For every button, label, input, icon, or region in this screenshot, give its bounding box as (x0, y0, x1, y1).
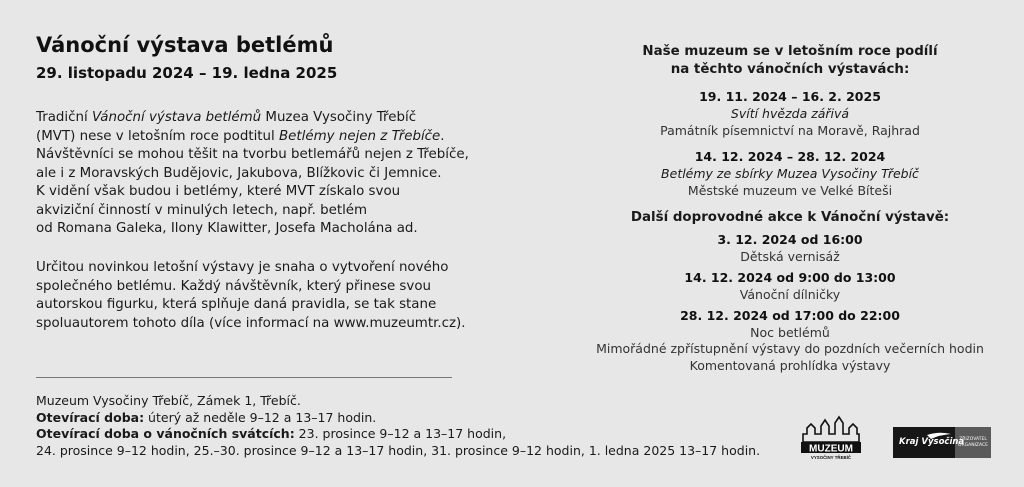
exhibitions-panel (580, 43, 1000, 374)
exhibition-dates: 14. 12. 2024 – 28. 12. 2024 (694, 149, 886, 164)
intro-line: od Romana Galeka, Ilony Klawitter, Josefa Macholána ad. (36, 221, 418, 236)
exhibition-item (580, 88, 1000, 139)
exhibitions-heading: Naše muzeum se v letošním roce podílí na těchto vánočních výstavách: (642, 44, 938, 77)
event-date: 28. 12. 2024 od 17:00 do 22:00 (680, 308, 900, 323)
museum-address: Muzeum Vysočiny Třebíč, Zámek 1, Třebíč. (36, 393, 301, 408)
intro-italic-title: Vánoční výstava betlémů (91, 110, 262, 125)
hours-label: Otevírací doba: (36, 409, 145, 425)
events-heading: Další doprovodné akce k Vánoční výstavě: (630, 210, 950, 225)
event-name: Vánoční dílničky (739, 286, 841, 302)
holiday-hours-value: 23. prosince 9–12 a 13–17 hodin, (294, 426, 507, 441)
page-title: Vánoční výstava betlémů (36, 33, 334, 57)
intro-line: Návštěvníci se mohou těšit na tvorbu betlemářů nejen z Třebíče, (36, 147, 469, 162)
exhibition-item (580, 148, 1000, 199)
event-item (580, 232, 1000, 265)
event-date: 14. 12. 2024 od 9:00 do 13:00 (684, 270, 896, 285)
holiday-hours-line2: 24. prosince 9–12 hodin, 25.–30. prosince 9–12 a 13–17 hodin, 31. prosince 9–12 hodin, 1. ledna 2025 13–17 hodin. (36, 442, 761, 458)
holiday-hours-label: Otevírací doba o vánočních svátcích: (36, 426, 295, 441)
exhibition-title: Svítí hvězda zářivá (730, 106, 850, 121)
kraj-logo-box (893, 427, 965, 458)
exhibition-place: Městské muzeum ve Velké Bíteši (687, 183, 893, 198)
event-item (580, 270, 1000, 303)
novelty-paragraph (36, 259, 526, 333)
hours-value: úterý až neděle 9–12 a 13–17 hodin. (144, 409, 377, 425)
intro-text: Muzea Vysočiny Třebíč (261, 110, 417, 125)
event-description: Komentovaná prohlídka výstavy (689, 357, 891, 373)
museum-logo-sub: VYSOČINY TŘEBÍČ (810, 455, 852, 460)
museum-logo-word: MUZEUM (809, 443, 853, 455)
intro-line: K vidění však budou i betlémy, které MVT získalo svou (36, 184, 401, 199)
exhibition-dates: 19. 11. 2024 – 16. 2. 2025 (699, 89, 881, 104)
intro-text: Tradiční (36, 110, 92, 125)
event-name: Dětská vernisáž (740, 248, 840, 264)
kraj-logo-side: ZŘIZOVATEL ORGANIZACE (955, 427, 991, 458)
intro-text: . (440, 128, 445, 144)
novelty-line: Určitou novinkou letošní výstavy je snaha o vytvoření nového (36, 260, 449, 275)
footer-info (36, 393, 760, 459)
exhibition-place: Památník písemnictví na Moravě, Rajhrad (660, 123, 920, 138)
event-description: Mimořádné zpřístupnění výstavy do pozdních večerních hodin (596, 341, 984, 356)
divider (36, 377, 452, 378)
event-name: Noc betlémů (750, 324, 830, 340)
intro-line: akviziční činností v minulých letech, např. betlém (36, 202, 368, 218)
novelty-line: spoluautorem tohoto díla (více informací na www.muzeumtr.cz). (36, 315, 466, 331)
castle-icon (803, 417, 859, 442)
intro-line: ale i z Moravských Budějovic, Jakubova, Blížkovic či Jemnice. (36, 165, 442, 181)
intro-text: (MVT) nese v letošním roce podtitul (36, 128, 279, 144)
museum-logo (797, 414, 865, 462)
event-item (580, 308, 1000, 374)
exhibition-title: Betlémy ze sbírky Muzea Vysočiny Třebíč (661, 166, 919, 181)
novelty-line: společného betlému. Každý návštěvník, který přinese svou (36, 278, 432, 294)
novelty-line: autorskou figurku, která splňuje daná pravidla, se tak stane (36, 297, 437, 312)
intro-paragraph (36, 109, 526, 239)
intro-italic-subtitle: Betlémy nejen z Třebíče (279, 128, 441, 144)
kraj-logo-text: Kraj Vysočina (899, 437, 965, 447)
kraj-vysocina-logo (893, 427, 991, 458)
event-date: 3. 12. 2024 od 16:00 (717, 232, 863, 247)
exhibition-dates: 29. listopadu 2024 – 19. ledna 2025 (36, 64, 338, 82)
